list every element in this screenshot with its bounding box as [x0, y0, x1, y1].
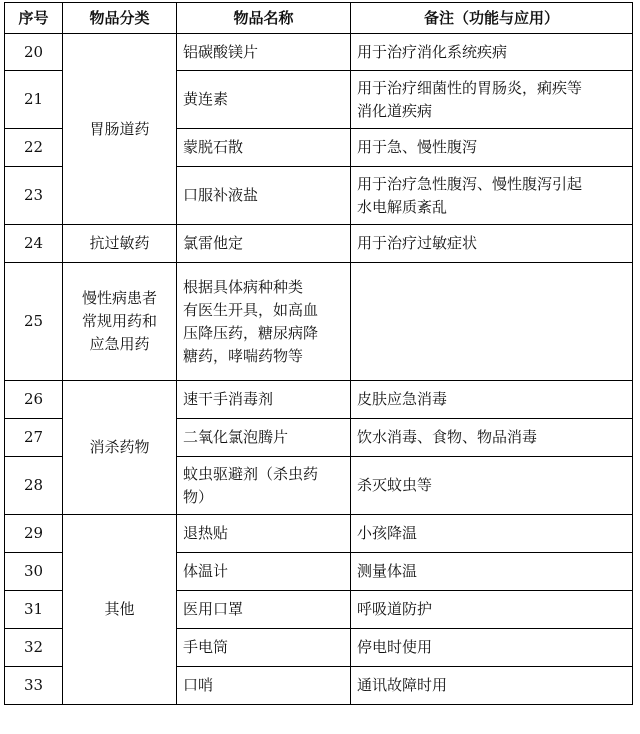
category-line: 应急用药: [89, 335, 150, 353]
name-line: 压降压药，糖尿病降: [183, 323, 319, 342]
row-no: 31: [5, 591, 63, 629]
item-name: 铝碳酸镁片: [177, 34, 351, 71]
item-note: 测量体温: [351, 553, 633, 591]
table-row: [5, 34, 633, 71]
item-name: 体温计: [177, 553, 351, 591]
name-line: 物）: [183, 487, 214, 506]
item-name: 口服补液盐: [177, 167, 351, 225]
row-no: 28: [5, 457, 63, 515]
category-chronic: [63, 263, 177, 381]
name-line: 糖药，哮喘药物等: [183, 346, 304, 365]
table-row: [5, 381, 633, 419]
item-note: 呼吸道防护: [351, 591, 633, 629]
category-allergy: 抗过敏药: [63, 225, 177, 263]
note-line: 水电解质紊乱: [357, 197, 448, 216]
category-other: 其他: [63, 515, 177, 705]
item-name: [177, 457, 351, 515]
row-no: 25: [5, 263, 63, 381]
note-line: 消化道疾病: [357, 101, 433, 120]
name-line: 根据具体病种种类: [183, 277, 304, 296]
row-no: 29: [5, 515, 63, 553]
row-no: 26: [5, 381, 63, 419]
item-name: 氯雷他定: [177, 225, 351, 263]
item-note: 用于治疗过敏症状: [351, 225, 633, 263]
row-no: 23: [5, 167, 63, 225]
row-no: 21: [5, 71, 63, 129]
item-name: 医用口罩: [177, 591, 351, 629]
item-note: 饮水消毒、食物、物品消毒: [351, 419, 633, 457]
header-category: 物品分类: [63, 3, 177, 34]
category-disinfect: 消杀药物: [63, 381, 177, 515]
item-name: 黄连素: [177, 71, 351, 129]
item-name: 速干手消毒剂: [177, 381, 351, 419]
row-no: 27: [5, 419, 63, 457]
header-no: 序号: [5, 3, 63, 34]
item-name: [177, 263, 351, 381]
table-row: [5, 515, 633, 553]
item-note: 用于急、慢性腹泻: [351, 129, 633, 167]
header-name: 物品名称: [177, 3, 351, 34]
row-no: 30: [5, 553, 63, 591]
name-line: 蚊虫驱避剂（杀虫药: [183, 464, 319, 483]
row-no: 22: [5, 129, 63, 167]
table-row: [5, 263, 633, 381]
item-name: 二氧化氯泡腾片: [177, 419, 351, 457]
item-name: 蒙脱石散: [177, 129, 351, 167]
item-note: [351, 71, 633, 129]
row-no: 20: [5, 34, 63, 71]
item-note: 杀灭蚊虫等: [351, 457, 633, 515]
note-line: 用于治疗细菌性的胃肠炎，痢疾等: [357, 78, 583, 97]
category-line: 常规用药和: [81, 312, 157, 330]
item-name: 口哨: [177, 667, 351, 705]
category-gi: 胃肠道药: [63, 34, 177, 225]
header-row: [5, 3, 633, 34]
item-note: 停电时使用: [351, 629, 633, 667]
note-line: 用于治疗急性腹泻、慢性腹泻引起: [357, 174, 583, 193]
item-note: [351, 167, 633, 225]
item-note: [351, 263, 633, 381]
name-line: 有医生开具，如高血: [183, 300, 319, 319]
item-note: 皮肤应急消毒: [351, 381, 633, 419]
table-row: [5, 225, 633, 263]
item-name: 退热贴: [177, 515, 351, 553]
item-name: 手电筒: [177, 629, 351, 667]
item-note: 通讯故障时用: [351, 667, 633, 705]
row-no: 33: [5, 667, 63, 705]
row-no: 24: [5, 225, 63, 263]
header-note: 备注（功能与应用）: [351, 3, 633, 34]
row-no: 32: [5, 629, 63, 667]
supplies-table: [4, 2, 633, 705]
item-note: 用于治疗消化系统疾病: [351, 34, 633, 71]
category-line: 慢性病患者: [81, 289, 157, 307]
item-note: 小孩降温: [351, 515, 633, 553]
